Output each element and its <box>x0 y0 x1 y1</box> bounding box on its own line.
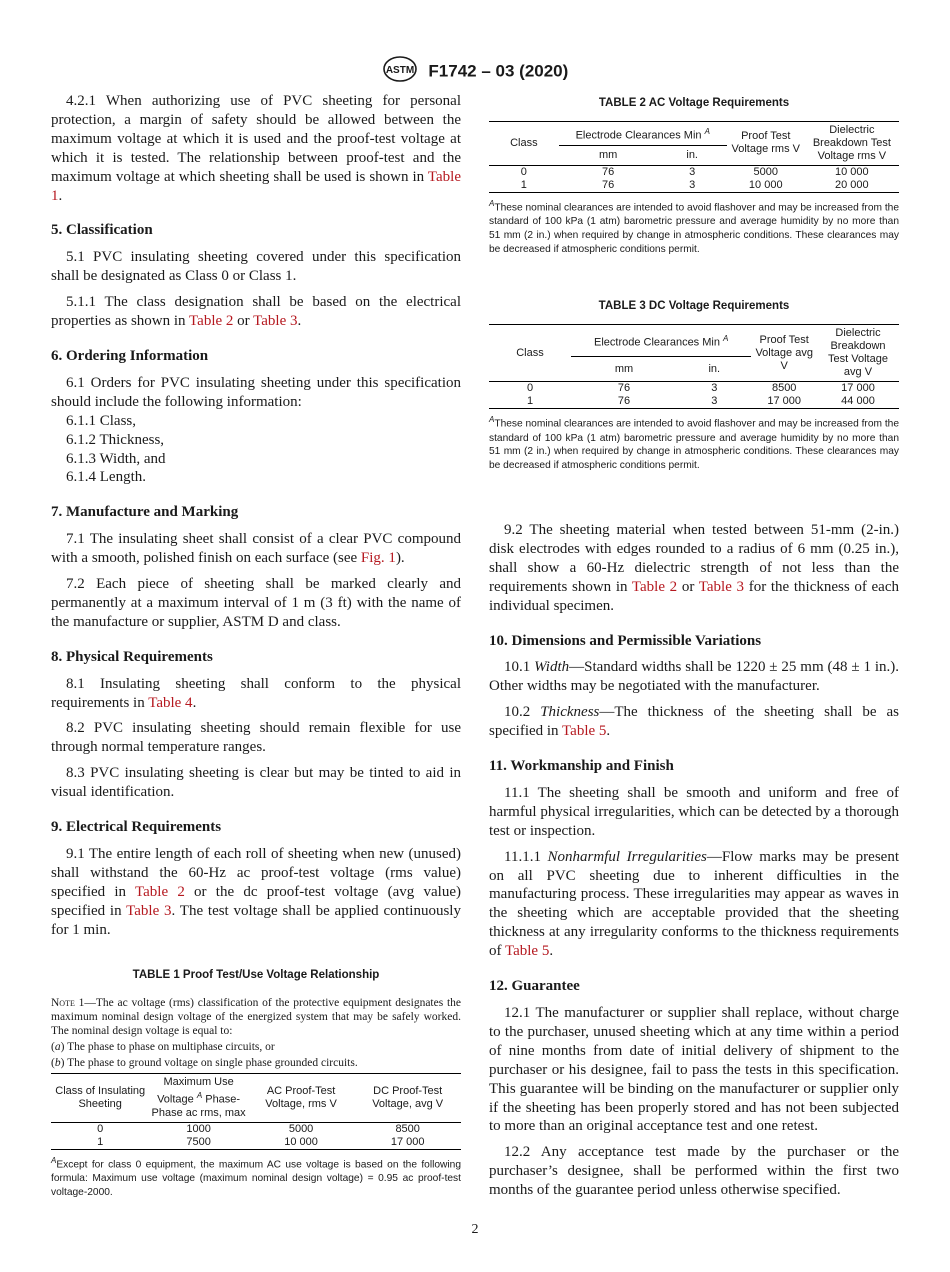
paragraph-7-1: 7.1 The insulating sheet shall consist of a clear PVC compound with a smooth, polished finish on each surface (see Fig. 1). <box>51 531 461 567</box>
link-table-2[interactable]: Table 2 <box>135 883 185 900</box>
table-3-footnote: $^A$These nominal clearances are intended to avoid flashover and may be increased from the standard of 100 kPa (1 atm) barometric pressure and average humidity by no more than 51 mm (2 in.) when required by change in atmospheric conditions. These clearances may be decreased if atmospheric conditions permit. <box>489 415 899 472</box>
paragraph-11-1-1: 11.1.1 Nonharmful Irregularities—Flow marks may be present on all PVC sheeting due to inherent difficulties in the manufacturing process. These irregularities may appear as waves in the sheeting which are acceptable provided that the sheeting thickness at any irregularity conforms to the thickness requirements of Table 5. <box>489 848 899 960</box>
table-1-footnote: $^A$Except for class 0 equipment, the maximum AC use voltage is based on the following formula: Maximum use voltage (maximum nominal design voltage) = 0.95 ac proof-test voltage-2000. <box>51 1156 461 1199</box>
table-2-footnote: $^A$These nominal clearances are intended to avoid flashover and may be increased from the standard of 100 kPa (1 atm) barometric pressure and average humidity by no more than 51 mm (2 in.) when required by change in atmospheric conditions. These clearances may be decreased if atmospheric conditions permit. <box>489 198 899 255</box>
table-header: Proof Test Voltage avg V <box>751 325 817 382</box>
right-column <box>489 94 899 1207</box>
heading-workmanship: 11. Workmanship and Finish <box>489 758 674 775</box>
table-2 <box>489 121 899 193</box>
astm-logo-icon <box>382 56 418 87</box>
table-header: DC Proof-Test Voltage, avg V <box>354 1074 461 1123</box>
heading-dimensions: 10. Dimensions and Permissible Variations <box>489 632 762 649</box>
heading-ordering-information: 6. Ordering Information <box>51 347 209 364</box>
table-header: in. <box>686 149 698 162</box>
list-item: 6.1.4 Length. <box>66 469 146 486</box>
table-header: Class <box>489 325 571 382</box>
page-header <box>0 56 950 87</box>
paragraph-11-1: 11.1 The sheeting shall be smooth and uniform and free of harmful physical irregularities, which can be detected by a thorough test or inspection. <box>489 784 899 839</box>
paragraph-10-1: 10.1 Width—Standard widths shall be 1220 ± 25 mm (48 ± 1 in.). Other widths may be negotiated with the manufacturer. <box>489 659 899 695</box>
table-1-note-a: (a) The phase to phase on multiphase circuits, or <box>51 1041 275 1054</box>
table-row: 0 1000 5000 8500 <box>51 1123 461 1137</box>
paragraph-5-1-1: 5.1.1 The class designation shall be based on the electrical properties as shown in Table 2 or Table 3. <box>51 294 461 330</box>
table-3-block <box>489 297 899 472</box>
heading-classification: 5. Classification <box>51 222 153 239</box>
table-header: Class of Insulating Sheeting <box>51 1074 149 1123</box>
paragraph-5-1: 5.1 PVC insulating sheeting covered under this specification shall be designated as Class 0 or Class 1. <box>51 249 461 285</box>
link-table-3[interactable]: Table 3 <box>698 578 745 595</box>
left-column <box>51 92 461 1200</box>
table-header: Electrode Clearances Min $^A$ <box>559 121 727 146</box>
table-header: Class <box>489 121 559 165</box>
table-row: 1 76 3 17 000 44 000 <box>489 395 899 409</box>
paragraph-9-1: 9.1 The entire length of each roll of sheeting when new (unused) shall withstand the 60-Hz ac proof-test voltage (rms value) specified in Table 2 or the dc proof-test voltage (avg value) specified in Table 3. The test voltage shall be applied continuously for 1 min. <box>51 846 461 938</box>
heading-electrical-requirements: 9. Electrical Requirements <box>51 819 222 836</box>
link-table-3[interactable]: Table 3 <box>253 313 298 330</box>
paragraph-8-2: 8.2 PVC insulating sheeting should remain flexible for use through normal temperature ranges. <box>51 720 461 756</box>
table-header: in. <box>708 362 721 375</box>
paragraph-12-1: 12.1 The manufacturer or supplier shall replace, without charge to the purchaser, unused sheeting which at any time within a period of nine months from date of initial delivery of shipment to the purchaser or his designee, fail to pass the tests in this specification. This guarantee will be binding on the manufacturer or supplier only if the sheeting has been properly stored and has not been subjected to more than an original acceptance test and one retest. <box>489 1005 899 1135</box>
table-header: Maximum Use Voltage $^A$ Phase-Phase ac rms, max <box>149 1074 247 1123</box>
table-1-note: Note 1—The ac voltage (rms) classification of the protective equipment designates the maximum nominal design voltage of the energized system that may be safely worked. The nominal design voltage is equal to: <box>51 997 461 1038</box>
paragraph-8-1: 8.1 Insulating sheeting shall conform to the physical requirements in Table 4. <box>51 675 461 711</box>
table-row: 0 76 3 8500 17 000 <box>489 382 899 396</box>
heading-guarantee: 12. Guarantee <box>489 978 580 995</box>
link-table-5[interactable]: Table 5 <box>504 943 550 960</box>
table-row: 0 76 3 5000 10 000 <box>489 165 899 179</box>
list-item: 6.1.2 Thickness, <box>66 431 165 448</box>
table-1-block <box>51 966 461 1200</box>
paragraph-12-2: 12.2 Any acceptance test made by the purchaser or the purchaser’s designee, shall be performed within the first two months of the guarantee period unless otherwise specified. <box>489 1144 899 1199</box>
table-header: Proof Test Voltage rms V <box>727 121 805 165</box>
table-header: Dielectric Breakdown Test Voltage rms V <box>805 121 899 165</box>
heading-physical-requirements: 8. Physical Requirements <box>51 648 213 665</box>
link-table-2[interactable]: Table 2 <box>631 578 678 595</box>
link-table-4[interactable]: Table 4 <box>148 694 193 711</box>
list-item: 6.1.3 Width, and <box>66 450 166 467</box>
table-2-block <box>489 94 899 256</box>
paragraph-8-3: 8.3 PVC insulating sheeting is clear but may be tinted to aid in visual identification. <box>51 765 461 801</box>
link-fig-1[interactable]: Fig. 1 <box>360 550 396 567</box>
table-header: Electrode Clearances Min $^A$ <box>571 325 751 357</box>
document-designation: F1742 – 03 (2020) <box>428 61 569 81</box>
table-header: mm <box>598 149 618 162</box>
logo-text: ASTM <box>385 65 414 76</box>
heading-manufacture-marking: 7. Manufacture and Marking <box>51 504 239 521</box>
table-3 <box>489 324 899 409</box>
link-table-5[interactable]: Table 5 <box>562 723 607 740</box>
table-row: 1 76 3 10 000 20 000 <box>489 179 899 193</box>
table-2-caption: TABLE 2 AC Voltage Requirements <box>598 97 790 109</box>
page-number: 2 <box>471 1222 479 1237</box>
table-row: 1 7500 10 000 17 000 <box>51 1136 461 1150</box>
paragraph-6-1: 6.1 Orders for PVC insulating sheeting under this specification should include the following information: <box>51 374 461 410</box>
link-table-3[interactable]: Table 3 <box>126 902 172 919</box>
link-table-1[interactable]: Table 1 <box>51 168 461 204</box>
table-1-note-b: (b) The phase to ground voltage on single phase grounded circuits. <box>51 1057 358 1070</box>
table-header: AC Proof-Test Voltage, rms V <box>248 1074 355 1123</box>
table-1-caption: TABLE 1 Proof Test/Use Voltage Relationship <box>132 968 380 981</box>
paragraph-4-2-1: 4.2.1 When authorizing use of PVC sheeting for personal protection, a margin of safety should be allowed between the maximum voltage at which it is used and the proof-test voltage at which it is tested. The relationship between proof-test and the maximum voltage at which sheeting shall be used is shown in Table 1. <box>51 93 461 204</box>
table-3-caption: TABLE 3 DC Voltage Requirements <box>598 300 790 313</box>
table-1 <box>51 1073 461 1150</box>
paragraph-9-2: 9.2 The sheeting material when tested between 51-mm (2-in.) disk electrodes with edges rounded to a radius of 6 mm (0.25 in.), shall show a 60-Hz dielectric strength of not less than the requirements shown in Table 2 or Table 3 for the thickness of each individual specimen. <box>489 521 899 614</box>
link-table-2[interactable]: Table 2 <box>189 313 234 330</box>
table-header: mm <box>614 362 634 375</box>
paragraph-10-2: 10.2 Thickness—The thickness of the sheeting shall be as specified in Table 5. <box>489 704 900 740</box>
paragraph-7-2: 7.2 Each piece of sheeting shall be marked clearly and permanently at a maximum interval of 1 m (3 ft) with the name of the manufacture or supplier, ASTM D and class. <box>51 576 461 630</box>
list-item: 6.1.1 Class, <box>66 412 137 429</box>
table-header: Dielectric Breakdown Test Voltage avg V <box>817 325 899 382</box>
